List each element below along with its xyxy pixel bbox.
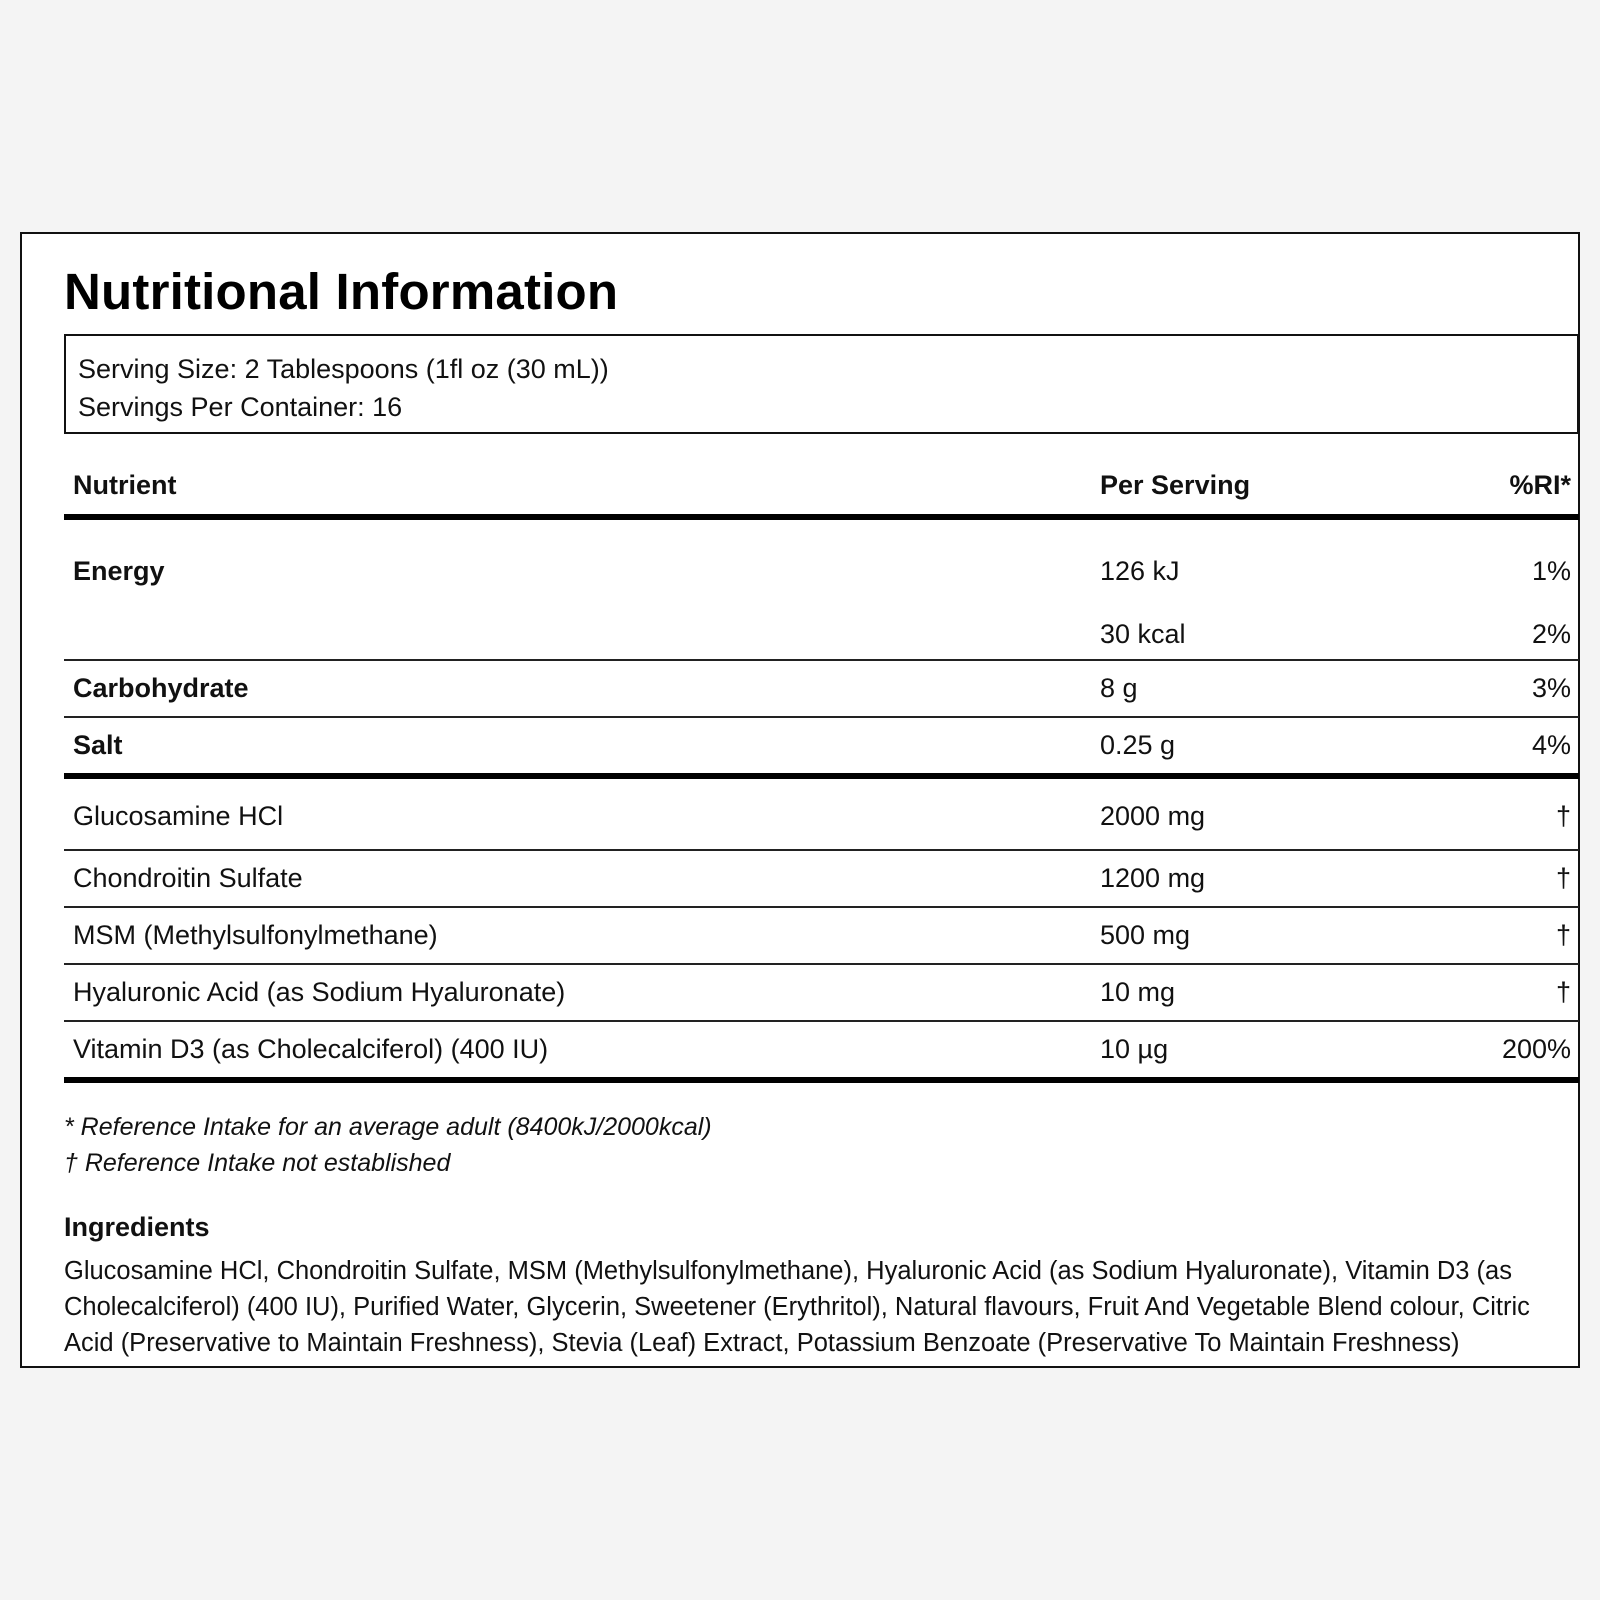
table-header-row <box>64 456 1579 517</box>
nutrient-name: Glucosamine HCl <box>64 776 1091 850</box>
nutrient-ri: † <box>1391 776 1579 850</box>
nutrient-ri: 4% <box>1391 717 1579 776</box>
nutrient-name: Hyaluronic Acid (as Sodium Hyaluronate) <box>64 964 1091 1021</box>
nutrient-name: Carbohydrate <box>64 660 1091 717</box>
nutrient-amount: 8 g <box>1091 660 1391 717</box>
nutrient-ri: 3% <box>1391 660 1579 717</box>
nutrient-ri: † <box>1391 907 1579 964</box>
footnote-not-established: † Reference Intake not established <box>64 1149 451 1177</box>
serving-info-box <box>64 334 1579 434</box>
table-row <box>64 717 1579 776</box>
table-row <box>64 850 1579 907</box>
nutrient-name: Vitamin D3 (as Cholecalciferol) (400 IU) <box>64 1021 1091 1080</box>
nutrient-amount: 126 kJ <box>1100 556 1180 586</box>
nutrient-name: Energy <box>73 556 165 586</box>
label-title: Nutritional Information <box>64 263 619 320</box>
footnote-reference-intake: * Reference Intake for an average adult (8400kJ/2000kcal) <box>64 1113 712 1141</box>
table-row <box>64 517 1579 609</box>
nutrient-ri: 200% <box>1391 1021 1579 1080</box>
table-row <box>64 964 1579 1021</box>
ingredients-heading: Ingredients <box>64 1212 210 1242</box>
nutrient-amount: 1200 mg <box>1091 850 1391 907</box>
nutrient-name <box>64 609 1091 660</box>
nutrient-name: MSM (Methylsulfonylmethane) <box>64 907 1091 964</box>
table-row <box>64 609 1579 660</box>
nutrient-amount: 10 mg <box>1091 964 1391 1021</box>
nutrition-label <box>20 232 1580 1368</box>
table-row <box>64 776 1579 850</box>
nutrient-amount: 10 µg <box>1091 1021 1391 1080</box>
table-row <box>64 660 1579 717</box>
footnotes <box>64 1109 1558 1181</box>
nutrient-amount: 30 kcal <box>1091 609 1391 660</box>
header-nutrient: Nutrient <box>64 456 1091 517</box>
table-row <box>64 907 1579 964</box>
servings-per-container: Servings Per Container: 16 <box>78 392 403 422</box>
nutrient-amount: 0.25 g <box>1091 717 1391 776</box>
header-ri: %RI* <box>1391 456 1579 517</box>
header-per-serving: Per Serving <box>1091 456 1391 517</box>
nutrient-ri: † <box>1391 964 1579 1021</box>
nutrient-ri: 1% <box>1531 556 1571 586</box>
nutrient-table <box>64 456 1579 1083</box>
ingredients-text: Glucosamine HCl, Chondroitin Sulfate, MSM (Methylsulfonylmethane), Hyaluronic Acid (as Sodium Hyaluronate), Vitamin D3 (as Cholecalciferol) (400 IU), Purified Water, Glycerin, Sweetener (Erythritol), Natural flavours, Fruit And Vegetable Blend colour, Citric Acid (Preservative to Maintain Freshness), Stevia (Leaf) Extract, Potassium Benzoate (Preservative To Maintain Freshness) <box>64 1257 1530 1357</box>
nutrient-amount: 500 mg <box>1091 907 1391 964</box>
serving-size: Serving Size: 2 Tablespoons (1fl oz (30 mL)) <box>78 354 609 384</box>
nutrient-ri: 2% <box>1391 609 1579 660</box>
table-row <box>64 1021 1579 1080</box>
nutrient-name: Chondroitin Sulfate <box>64 850 1091 907</box>
nutrient-name: Salt <box>64 717 1091 776</box>
nutrient-amount: 2000 mg <box>1091 776 1391 850</box>
nutrient-ri: † <box>1391 850 1579 907</box>
